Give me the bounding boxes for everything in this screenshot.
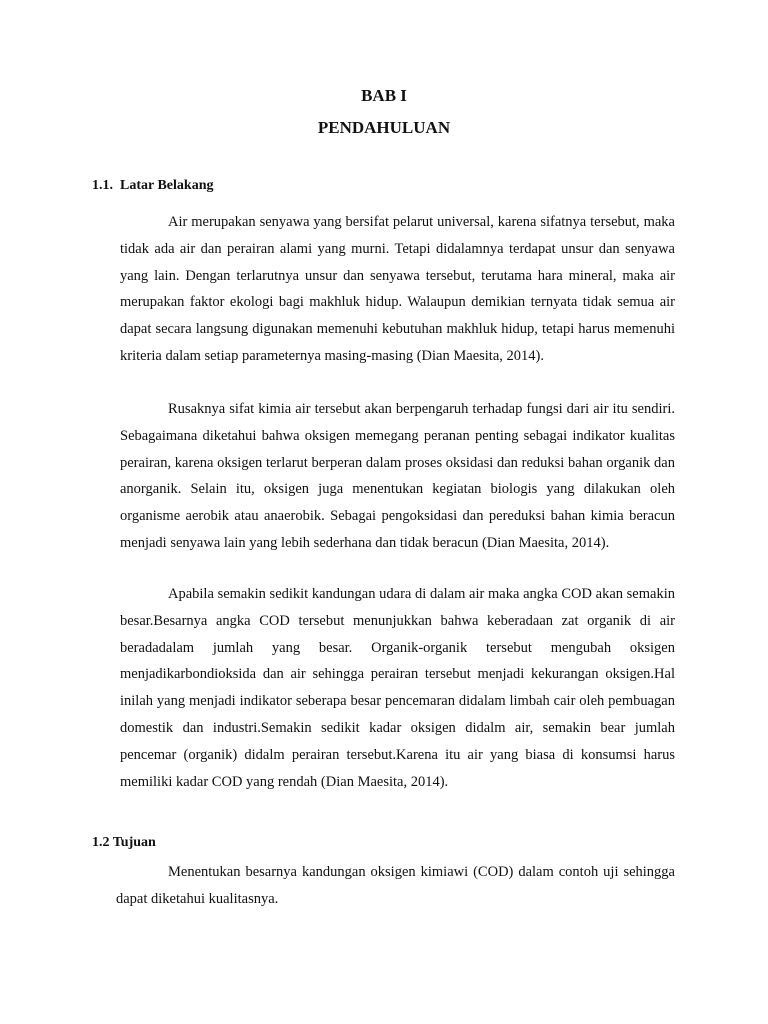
section-heading-tujuan: 1.2 Tujuan (92, 835, 156, 850)
paragraph: Apabila semakin sedikit kandungan udara di dalam air maka angka COD akan semakin besar.Besarnya angka COD tersebut menunjukkan bahwa keberadaan zat organik di air beradadalam jumlah yang besar. Organik-organik tersebut mengubah oksigen menjadikarbondioksida dan air sehingga perairan tersebut menjadi kekurangan oksigen.Hal inilah yang menjadi indikator seberapa besar pencemaran didalam limbah cair oleh pembuagan domestik dan industri.Semakin sedikit kadar oksigen didalm air, semakin bear jumlah pencemar (organik) didalm perairan tersebut.Karena itu air yang biasa di konsumsi harus memiliki kadar COD yang rendah (Dian Maesita, 2014). (120, 586, 675, 790)
paragraph-tujuan: Menentukan besarnya kandungan oksigen kimiawi (COD) dalam contoh uji sehingga dapat diketahui kualitasnya. (116, 864, 675, 907)
chapter-title: PENDAHULUAN (317, 118, 451, 137)
chapter-number: BAB I (361, 86, 407, 105)
paragraph: Air merupakan senyawa yang bersifat pelarut universal, karena sifatnya tersebut, maka tidak ada air dan perairan alami yang murni. Tetapi didalamnya terdapat unsur dan senyawa yang lain. Dengan terlarutnya unsur dan senyawa tersebut, terutama hara mineral, maka air merupakan faktor ekologi bagi makhluk hidup. Walaupun demikian ternyata tidak semua air dapat secara langsung digunakan memenuhi kebutuhan makhluk hidup, tetapi harus memenuhi kriteria dalam setiap parameternya masing-masing (Dian Maesita, 2014). (120, 214, 675, 364)
section-heading-latar-belakang: 1.1. Latar Belakang (92, 178, 214, 193)
paragraph: Rusaknya sifat kimia air tersebut akan berpengaruh terhadap fungsi dari air itu sendiri. Sebagaimana diketahui bahwa oksigen memegang peranan penting sebagai indikator kualitas perairan, karena oksigen terlarut berperan dalam proses oksidasi dan reduksi bahan organik dan anorganik. Selain itu, oksigen juga menentukan kegiatan biologis yang dilakukan oleh organisme aerobik atau anaerobik. Sebagai pengoksidasi dan pereduksi bahan kimia beracun menjadi senyawa lain yang lebih sederhana dan tidak beracun (Dian Maesita, 2014). (120, 401, 675, 551)
